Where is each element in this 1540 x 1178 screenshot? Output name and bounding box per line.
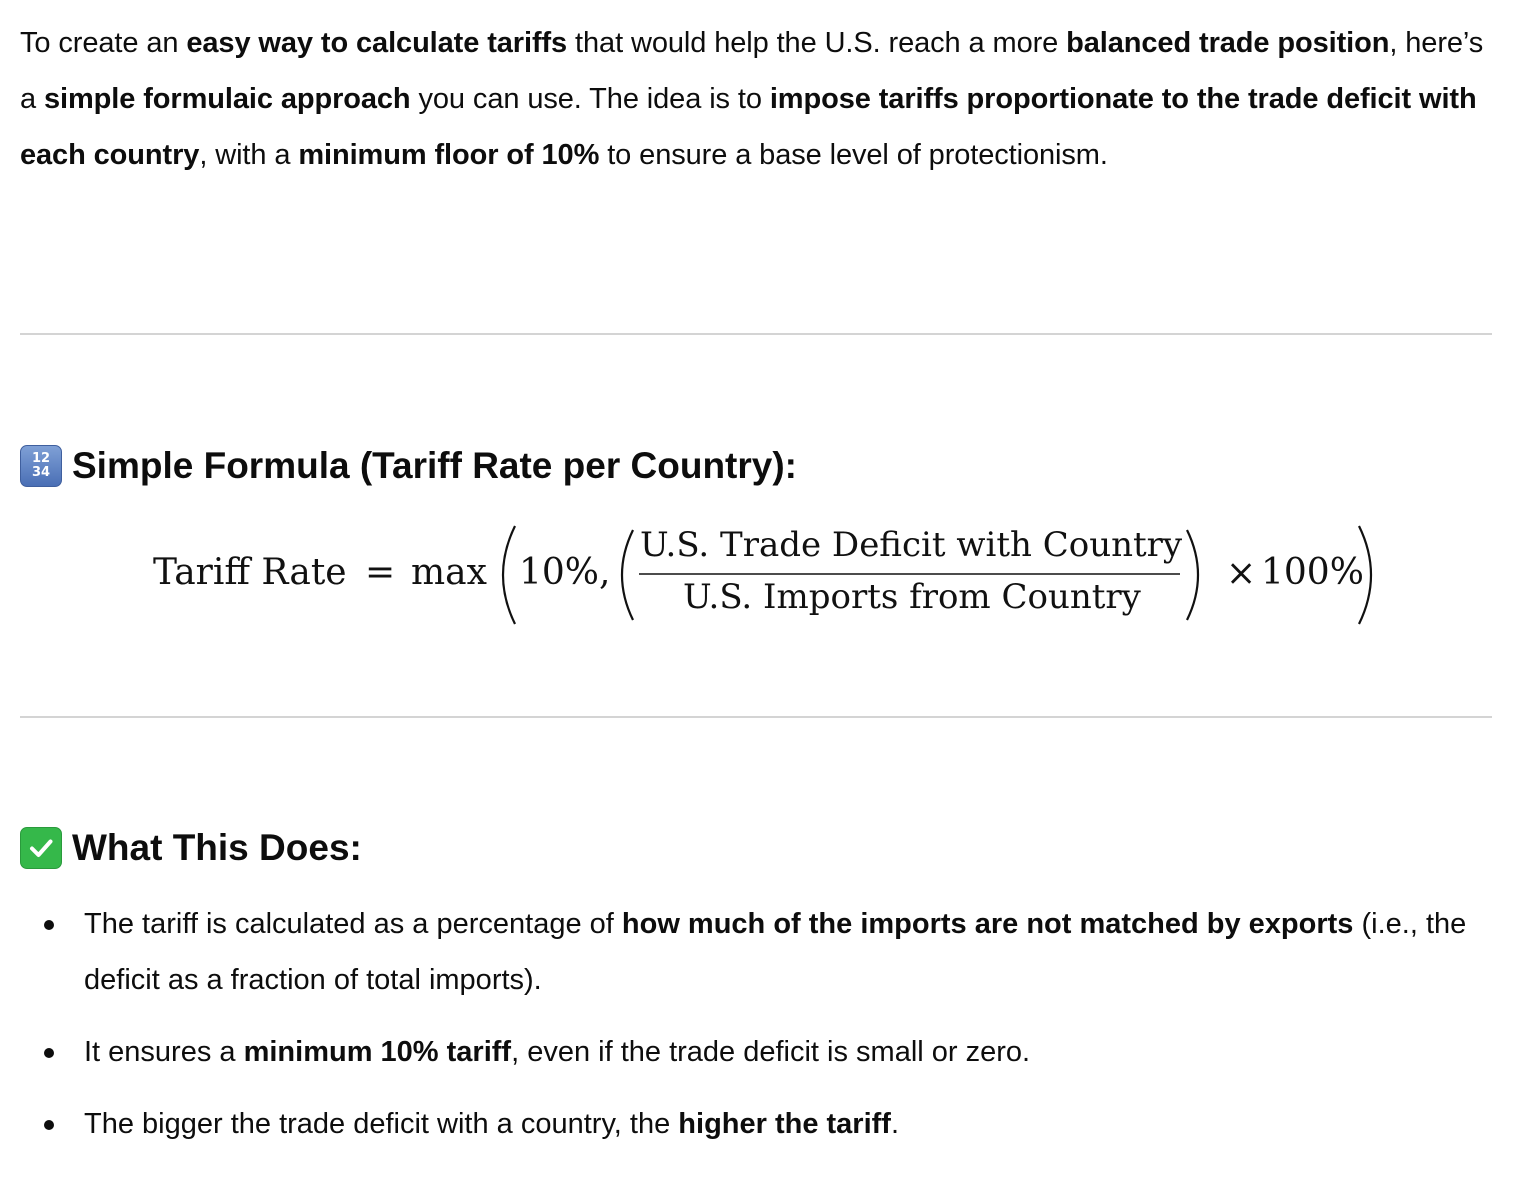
- bullet-bold: higher the tariff: [678, 1108, 891, 1140]
- bullet-bold: how much of the imports are not matched by exports: [621, 908, 1354, 940]
- intro-text-3: , here’s a: [20, 27, 1484, 115]
- intro-bold-4: impose tariffs proportionate to the trade deficit with each country: [20, 83, 1477, 171]
- formula-denominator: U.S. Imports from Country: [683, 577, 1141, 617]
- bullet-dot: [44, 920, 54, 930]
- list-item: [20, 1096, 1492, 1152]
- bullet-text: It ensures a: [84, 1036, 244, 1068]
- input-numbers-icon-bottom: 34: [31, 465, 51, 480]
- intro-bold-3: simple formulaic approach: [44, 83, 411, 115]
- intro-text-1: To create an: [20, 27, 187, 59]
- input-numbers-icon-top: 12: [31, 451, 51, 466]
- intro-text-5: , with a: [199, 139, 299, 171]
- formula-heading-text: Simple Formula (Tariff Rate per Country):: [72, 445, 797, 486]
- list-item: [20, 896, 1492, 1008]
- bullet-bold: minimum 10% tariff: [243, 1036, 512, 1068]
- formula-inner-left-paren: [622, 530, 633, 620]
- bullet-text: The bigger the trade deficit with a country, the: [84, 1108, 679, 1140]
- divider: [20, 716, 1492, 718]
- intro-text-6: to ensure a base level of protectionism.: [599, 139, 1108, 171]
- what-heading: [20, 826, 362, 870]
- tariff-formula: [153, 520, 1373, 630]
- check-mark-button-icon: [20, 827, 62, 869]
- formula-outer-right-paren: [1359, 526, 1371, 624]
- formula-equals: =: [365, 552, 396, 593]
- formula-times: ×: [1226, 553, 1257, 594]
- intro-bold-2: balanced trade position: [1066, 27, 1390, 59]
- check-mark-glyph: [27, 834, 55, 862]
- intro-bold-5: minimum floor of 10%: [298, 139, 600, 171]
- formula-outer-left-paren: [503, 526, 515, 624]
- bullet-text: The tariff is calculated as a percentage of: [84, 908, 622, 940]
- what-heading-text: What This Does:: [72, 827, 362, 868]
- intro-text-4: you can use. The idea is to: [410, 83, 770, 115]
- intro-paragraph: [20, 15, 1492, 183]
- formula-delimiters: [153, 520, 1373, 630]
- formula-floor: 10%,: [519, 552, 611, 593]
- input-numbers-icon: [20, 445, 62, 487]
- formula-multiplier: 100%: [1261, 552, 1364, 593]
- bullet-dot: [44, 1048, 54, 1058]
- formula-inner-right-paren: [1187, 530, 1198, 620]
- formula-max: max: [411, 552, 487, 593]
- formula-numerator: U.S. Trade Deficit with Country: [640, 525, 1183, 565]
- formula-heading: [20, 444, 797, 488]
- list-item: [20, 1024, 1492, 1080]
- intro-bold-1: easy way to calculate tariffs: [186, 27, 568, 59]
- divider: [20, 333, 1492, 335]
- bullet-text: .: [890, 1108, 900, 1140]
- intro-text-2: that would help the U.S. reach a more: [567, 27, 1067, 59]
- bullet-text: (i.e., the deficit as a fraction of total imports).: [84, 908, 1467, 996]
- effects-list: [20, 896, 1492, 1168]
- formula-lhs: Tariff Rate: [153, 552, 347, 593]
- bullet-text: , even if the trade deficit is small or zero.: [511, 1036, 1031, 1068]
- bullet-dot: [44, 1120, 54, 1130]
